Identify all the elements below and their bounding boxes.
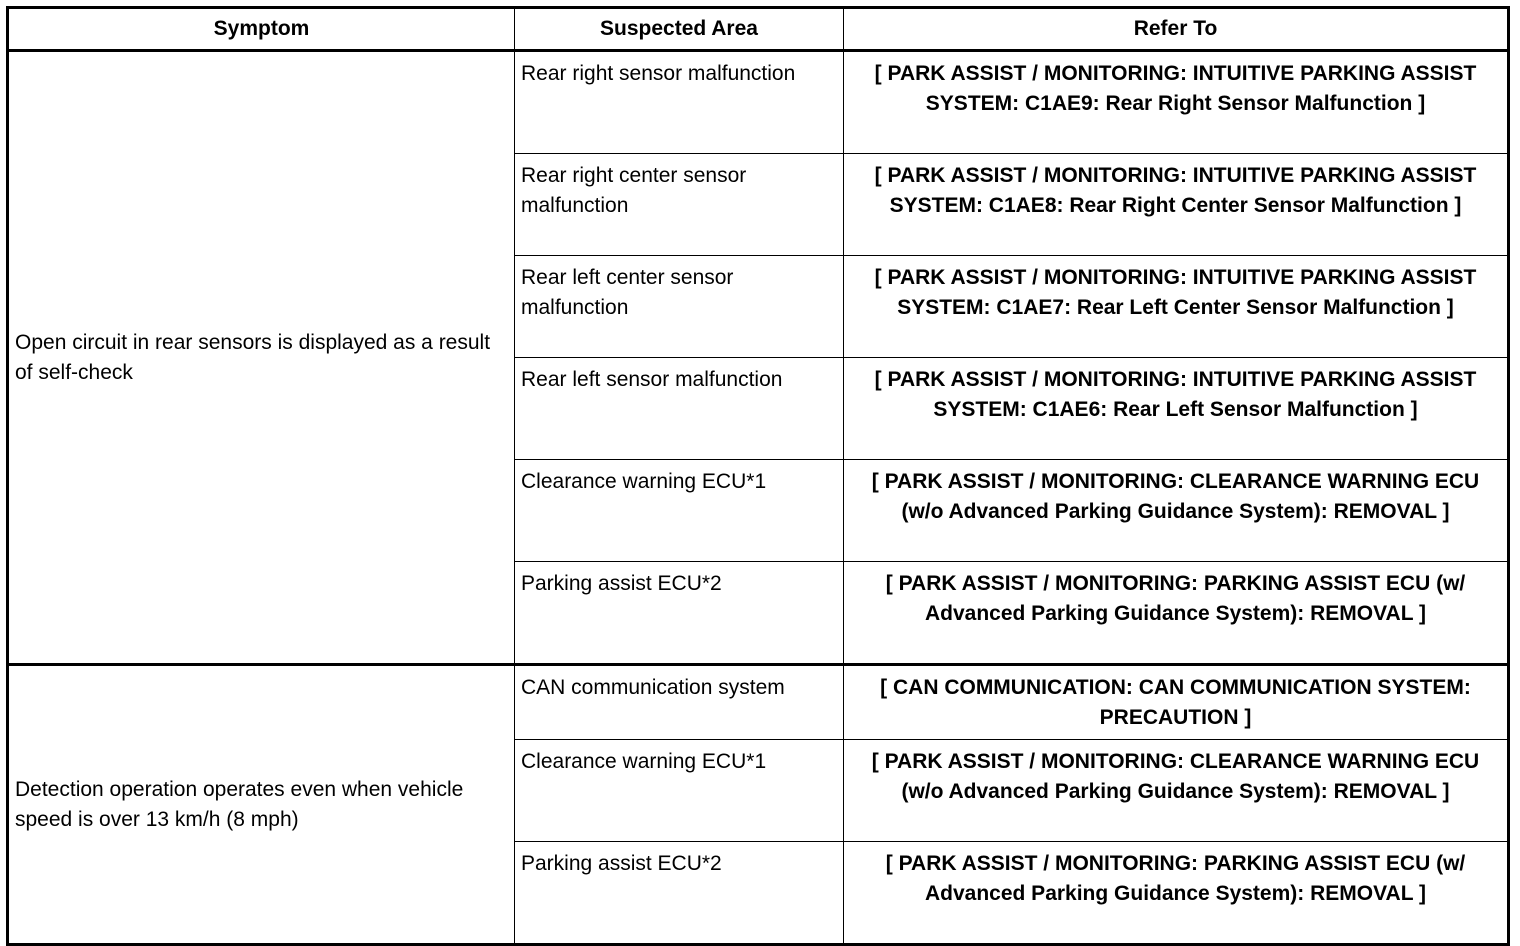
refer-to-link[interactable]: [ PARK ASSIST / MONITORING: PARKING ASSIST ECU (w/ Advanced Parking Guidance System): REMOVAL ] xyxy=(844,562,1509,665)
suspected-area-cell: Clearance warning ECU*1 xyxy=(515,460,844,562)
header-symptom: Symptom xyxy=(8,8,515,51)
refer-to-link[interactable]: [ PARK ASSIST / MONITORING: CLEARANCE WARNING ECU (w/o Advanced Parking Guidance System): REMOVAL ] xyxy=(844,460,1509,562)
suspected-area-cell: Clearance warning ECU*1 xyxy=(515,740,844,842)
refer-to-link[interactable]: [ CAN COMMUNICATION: CAN COMMUNICATION SYSTEM: PRECAUTION ] xyxy=(844,665,1509,740)
refer-to-link[interactable]: [ PARK ASSIST / MONITORING: PARKING ASSIST ECU (w/ Advanced Parking Guidance System): REMOVAL ] xyxy=(844,842,1509,945)
header-suspected-area: Suspected Area xyxy=(515,8,844,51)
suspected-area-cell: Parking assist ECU*2 xyxy=(515,842,844,945)
header-row xyxy=(8,8,1509,51)
refer-to-link[interactable]: [ PARK ASSIST / MONITORING: INTUITIVE PARKING ASSIST SYSTEM: C1AE6: Rear Left Sensor Malfunction ] xyxy=(844,358,1509,460)
table-row xyxy=(8,51,1509,154)
symptom-cell: Detection operation operates even when vehicle speed is over 13 km/h (8 mph) xyxy=(8,665,515,945)
refer-to-link[interactable]: [ PARK ASSIST / MONITORING: CLEARANCE WARNING ECU (w/o Advanced Parking Guidance System): REMOVAL ] xyxy=(844,740,1509,842)
suspected-area-cell: Rear left sensor malfunction xyxy=(515,358,844,460)
suspected-area-cell: Rear right center sensor malfunction xyxy=(515,154,844,256)
suspected-area-cell: Rear right sensor malfunction xyxy=(515,51,844,154)
table-row xyxy=(8,665,1509,740)
suspected-area-cell: CAN communication system xyxy=(515,665,844,740)
suspected-area-cell: Parking assist ECU*2 xyxy=(515,562,844,665)
refer-to-link[interactable]: [ PARK ASSIST / MONITORING: INTUITIVE PARKING ASSIST SYSTEM: C1AE8: Rear Right Center Sensor Malfunction ] xyxy=(844,154,1509,256)
refer-to-link[interactable]: [ PARK ASSIST / MONITORING: INTUITIVE PARKING ASSIST SYSTEM: C1AE7: Rear Left Center Sensor Malfunction ] xyxy=(844,256,1509,358)
header-refer-to: Refer To xyxy=(844,8,1509,51)
suspected-area-cell: Rear left center sensor malfunction xyxy=(515,256,844,358)
symptom-table xyxy=(6,6,1510,946)
refer-to-link[interactable]: [ PARK ASSIST / MONITORING: INTUITIVE PARKING ASSIST SYSTEM: C1AE9: Rear Right Sensor Malfunction ] xyxy=(844,51,1509,154)
symptom-cell: Open circuit in rear sensors is displayed as a result of self-check xyxy=(8,51,515,665)
